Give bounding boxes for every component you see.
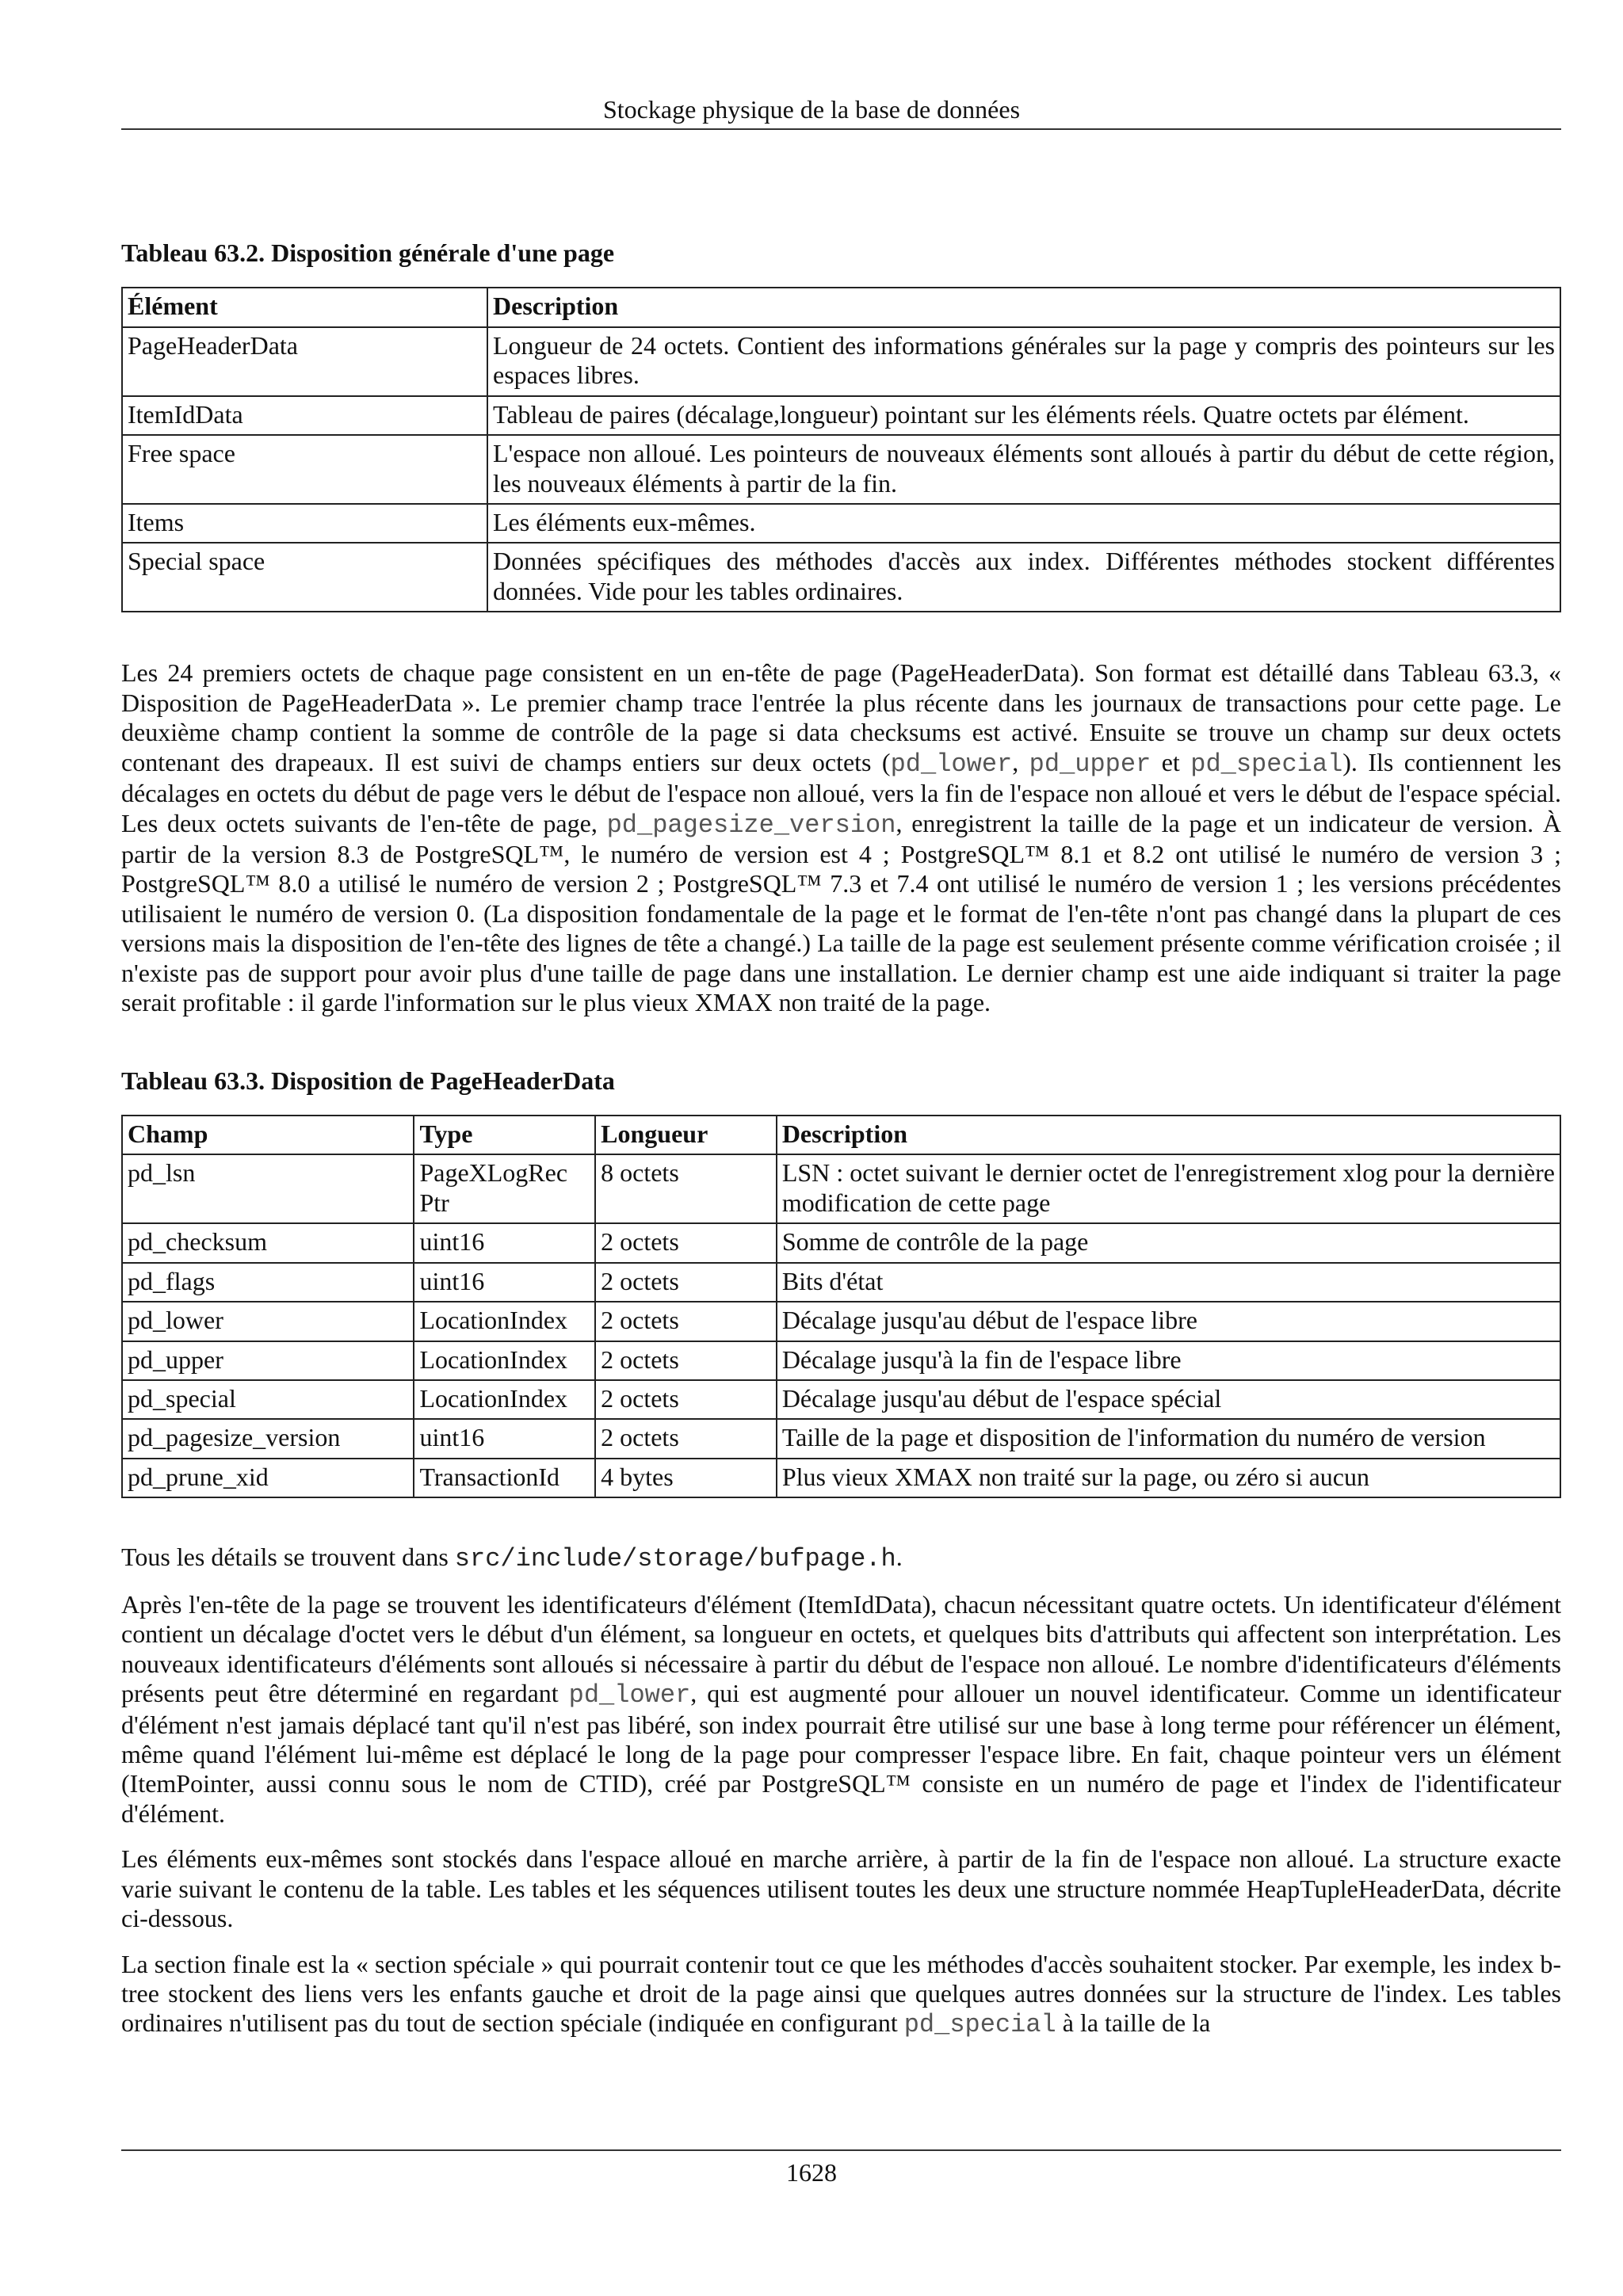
table-cell: Longueur de 24 octets. Contient des informations générales sur la page y compris des pointeurs sur les espaces libres. <box>487 327 1560 396</box>
text-run: La section finale est la « section spéciale » qui pourrait contenir tout ce que les méthodes d'accès souhaitent stocker. Par exemple, les index b-tree stockent des liens vers les enfants gauche et droit de la page ainsi que quelques autres données sur la structure de l'index. Les tables ordinaires n'utilisent pas du tout de section spéciale (indiquée en configurant <box>121 1949 1561 2038</box>
table-cell: PageHeaderData <box>122 327 487 396</box>
table-cell: Décalage jusqu'au début de l'espace spécial <box>777 1380 1560 1419</box>
footer-rule <box>121 2149 1561 2151</box>
table-cell: pd_lsn <box>122 1154 414 1223</box>
table-cell: Free space <box>122 435 487 504</box>
text-run: à la taille de la <box>1056 2008 1211 2038</box>
table-title: Tableau 63.2. Disposition générale d'une page <box>121 238 615 267</box>
table-cell: uint16 <box>414 1263 595 1302</box>
table-cell: Données spécifiques des méthodes d'accès aux index. Différentes méthodes stockent différentes données. Vide pour les tables ordinaires. <box>487 543 1560 612</box>
text-run: ). Ils contiennent les décalages en octets du début de page vers le début de l'espace non alloué, vers la fin de l'espace non alloué et vers le début de l'espace spécial. Les deux octets suivants de l'en-tête de page, <box>121 747 1562 837</box>
table-cell: Tableau de paires (décalage,longueur) pointant sur les éléments réels. Quatre octets par élément. <box>487 396 1560 435</box>
table-cell: LocationIndex <box>414 1380 595 1419</box>
column-header: Type <box>414 1116 595 1154</box>
table-row <box>122 1419 1560 1458</box>
table-cell: pd_lower <box>122 1302 414 1341</box>
table-cell: pd_flags <box>122 1263 414 1302</box>
table-cell: pd_prune_xid <box>122 1459 414 1497</box>
text-run: Tous les détails se trouvent dans <box>121 1543 455 1572</box>
table-row <box>122 1459 1560 1497</box>
table-cell: uint16 <box>414 1419 595 1458</box>
table-header-row <box>122 1116 1560 1154</box>
paragraph-page-header <box>121 658 1561 1017</box>
code-pd-special: pd_special <box>1190 749 1343 779</box>
code-pd-pagesize-version: pd_pagesize_version <box>606 810 896 840</box>
table-cell: 2 octets <box>595 1380 777 1419</box>
paragraph-items: Les éléments eux-mêmes sont stockés dans l'espace alloué en marche arrière, à partir de la fin de l'espace non alloué. La structure exacte varie suivant le contenu de la table. Les tables et les séquences utilisent toutes les deux une structure nommée HeapTupleHeaderData, décrite ci-dessous. <box>121 1844 1561 1933</box>
table-title: Tableau 63.3. Disposition de PageHeaderData <box>121 1066 615 1095</box>
header-rule <box>121 128 1561 130</box>
table-cell: pd_pagesize_version <box>122 1419 414 1458</box>
table-row <box>122 1380 1560 1419</box>
table-row <box>122 1263 1560 1302</box>
table-row <box>122 543 1560 612</box>
text-run: , qui est augmenté pour allouer un nouvel identificateur. Comme un identificateur d'élément n'est jamais déplacé tant qu'il n'est pas libéré, son index pourrait être utilisé sur une base à long terme pour référencer un élément, même quand l'élément lui-même est déplacé le long de la page pour compresser l'espace libre. En fait, chaque pointeur vers un élément (ItemPointer, aussi connu sous le nom de CTID), créé par PostgreSQL™ consiste en un numéro de page et l'index de l'identificateur d'élément. <box>121 1679 1562 1828</box>
text-run: Après l'en-tête de la page se trouvent les identificateurs d'élément (ItemIdData), chacun nécessitant quatre octets. Un identificateur d'élément contient un décalage d'octet vers le début d'un élément, sa longueur en octets, et quelques bits d'attributs qui affectent son interprétation. Les nouveaux identificateurs d'éléments sont alloués si nécessaire à partir du début de l'espace non alloué. Le nombre d'identificateurs d'éléments présents peut être déterminé en regardant <box>121 1589 1561 1708</box>
table-cell: uint16 <box>414 1223 595 1262</box>
text-run: . <box>896 1543 903 1572</box>
column-header: Longueur <box>595 1116 777 1154</box>
column-header: Champ <box>122 1116 414 1154</box>
paragraph-item-identifiers <box>121 1590 1561 1829</box>
table-cell: Somme de contrôle de la page <box>777 1223 1560 1262</box>
code-bufpage-path: src/include/storage/bufpage.h <box>454 1544 896 1574</box>
page-layout-table <box>121 287 1561 612</box>
table-cell: Taille de la page et disposition de l'information du numéro de version <box>777 1419 1560 1458</box>
table-cell: 8 octets <box>595 1154 777 1223</box>
table-cell: 2 octets <box>595 1419 777 1458</box>
paragraph-details-reference <box>121 1543 1561 1573</box>
running-header: Stockage physique de la base de données <box>602 95 1021 124</box>
table-cell: Items <box>122 504 487 543</box>
table-cell: pd_checksum <box>122 1223 414 1262</box>
table-cell: Décalage jusqu'à la fin de l'espace libre <box>777 1341 1560 1380</box>
text-run: , enregistrent la taille de la page et un indicateur de version. À partir de la version 8.3 de PostgreSQL™, le numéro de version est 4 ; PostgreSQL™ 8.1 et 8.2 ont utilisé le numéro de version 3 ; PostgreSQL™ 8.0 a utilisé le numéro de version 2 ; PostgreSQL™ 7.3 et 7.4 ont utilisé le numéro de version 1 ; les versions précédentes utilisaient le numéro de version 0. (La disposition fondamentale de la page et le format de l'en-tête n'ont pas changé dans la plupart de ces versions mais la disposition de l'en-tête des lignes de tête a changé.) La taille de la page est seulement présente comme vérification croisée ; il n'existe pas de support pour avoir plus d'une taille de page dans une installation. Le dernier champ est une aide indiquant si traiter la page serait profitable : il garde l'information sur le plus vieux XMAX non traité de la page. <box>121 808 1562 1017</box>
table-cell: LocationIndex <box>414 1302 595 1341</box>
code-pd-lower: pd_lower <box>890 749 1013 779</box>
page-number: 1628 <box>786 2158 837 2187</box>
table-cell: Les éléments eux-mêmes. <box>487 504 1560 543</box>
table-row <box>122 1302 1560 1341</box>
table-cell: TransactionId <box>414 1459 595 1497</box>
page-header-data-table <box>121 1115 1561 1498</box>
code-pd-upper: pd_upper <box>1029 749 1151 779</box>
table-cell <box>414 1154 595 1223</box>
table-header-row <box>122 288 1560 326</box>
table-cell: 2 octets <box>595 1223 777 1262</box>
table-cell: 2 octets <box>595 1302 777 1341</box>
column-header: Description <box>487 288 1560 326</box>
table-row <box>122 1154 1560 1223</box>
table-cell: 2 octets <box>595 1341 777 1380</box>
table-row <box>122 396 1560 435</box>
text-run: et <box>1151 747 1191 776</box>
type-name: PageXLogRecPtr <box>419 1158 568 1217</box>
column-header: Élément <box>122 288 487 326</box>
code-pd-special: pd_special <box>903 2010 1056 2040</box>
table-row <box>122 327 1560 396</box>
text-run: , <box>1012 747 1029 776</box>
table-row <box>122 1341 1560 1380</box>
table-cell: Décalage jusqu'au début de l'espace libre <box>777 1302 1560 1341</box>
table-cell: LSN : octet suivant le dernier octet de l'enregistrement xlog pour la dernière modification de cette page <box>777 1154 1560 1223</box>
table-cell: Bits d'état <box>777 1263 1560 1302</box>
table-row <box>122 435 1560 504</box>
table-cell: pd_upper <box>122 1341 414 1380</box>
table-row <box>122 504 1560 543</box>
table-cell: 4 bytes <box>595 1459 777 1497</box>
table-cell: pd_special <box>122 1380 414 1419</box>
table-row <box>122 1223 1560 1262</box>
table-cell: Plus vieux XMAX non traité sur la page, ou zéro si aucun <box>777 1459 1560 1497</box>
table-cell: LocationIndex <box>414 1341 595 1380</box>
table-cell: Special space <box>122 543 487 612</box>
code-pd-lower: pd_lower <box>568 1680 691 1711</box>
column-header: Description <box>777 1116 1560 1154</box>
page-content <box>121 238 1561 2056</box>
text-run: Les 24 premiers octets de chaque page consistent en un en-tête de page (PageHeaderData). Son format est détaillé dans Tableau 63.3, « Disposition de PageHeaderData ». Le premier champ trace l'entrée la plus récente dans les journaux de transactions pour cette page. Le deuxième champ contient la somme de contrôle de la page si data checksums est activé. Ensuite se trouve un champ sur deux octets contenant des drapeaux. Il est suivi de champs entiers sur deux octets ( <box>121 658 1561 776</box>
table-cell: 2 octets <box>595 1263 777 1302</box>
table-cell: L'espace non alloué. Les pointeurs de nouveaux éléments sont alloués à partir du début de cette région, les nouveaux éléments à partir de la fin. <box>487 435 1560 504</box>
table-cell: ItemIdData <box>122 396 487 435</box>
paragraph-special-section <box>121 1950 1561 2040</box>
